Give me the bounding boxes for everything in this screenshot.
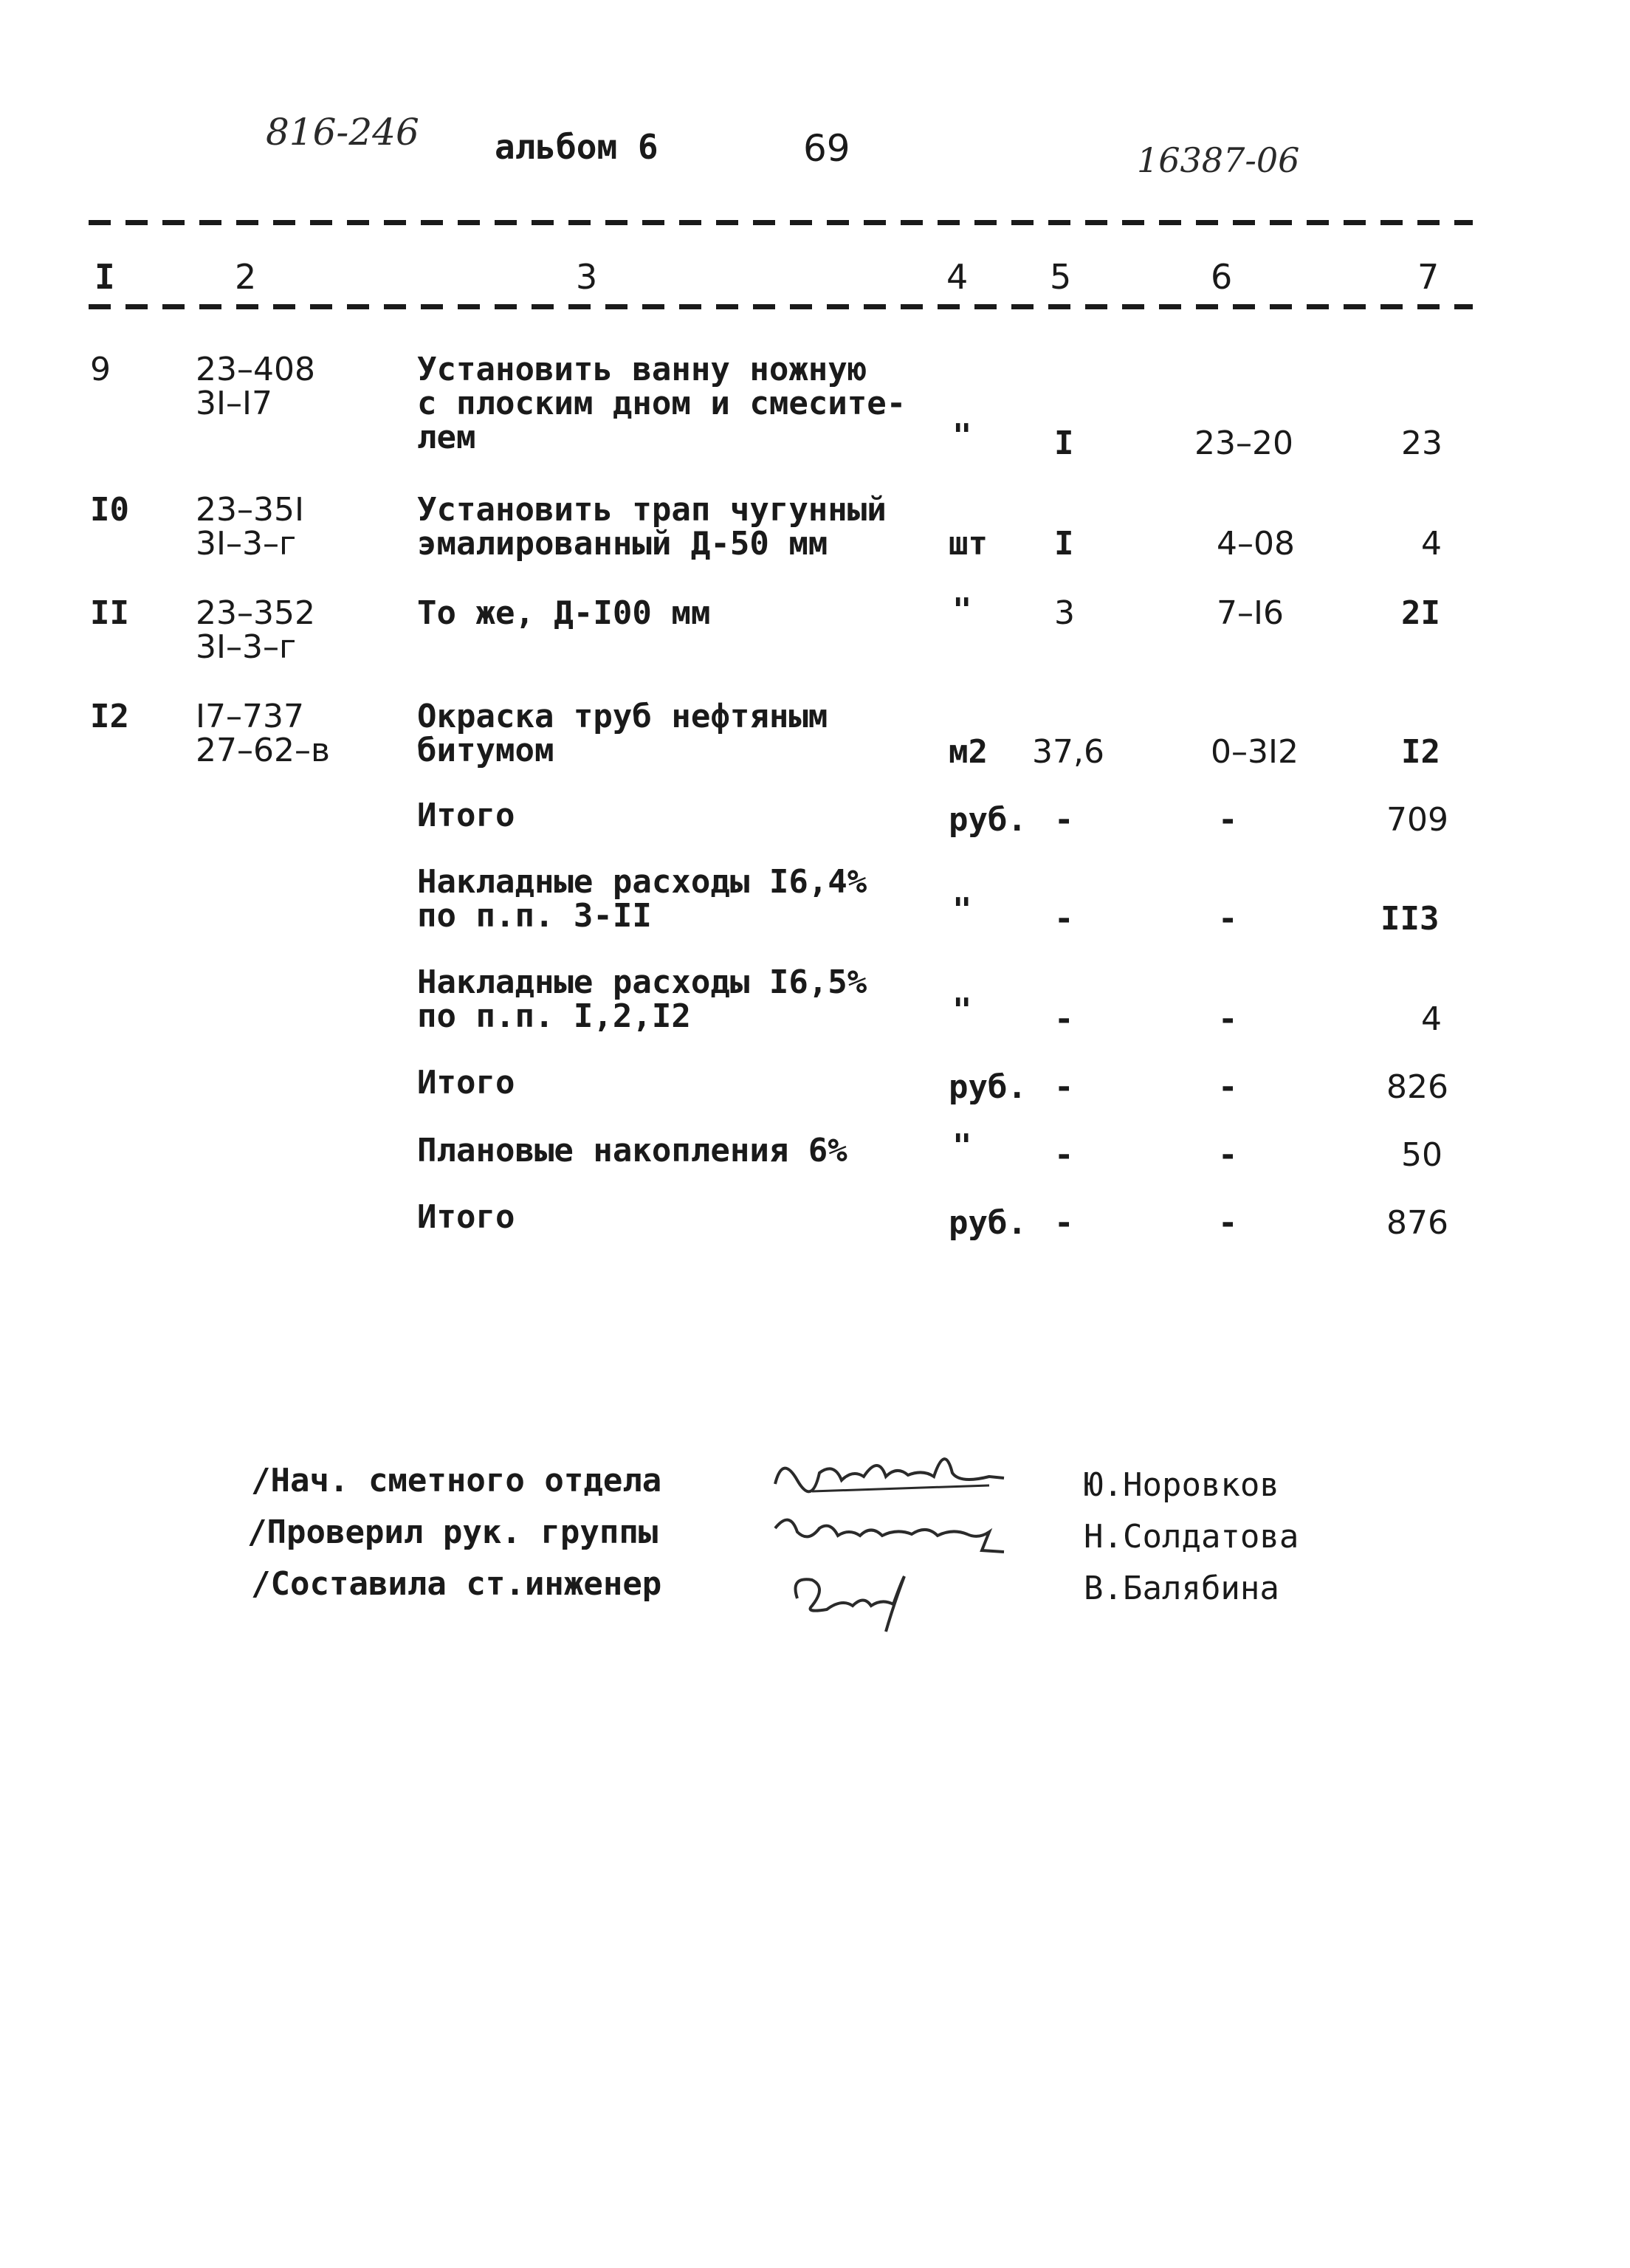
row-quantity: 3 [1054, 594, 1075, 632]
row-description: Плановые накопления 6% [417, 1132, 847, 1169]
row-price: - [1218, 1068, 1238, 1106]
column-header-2: 2 [235, 257, 257, 297]
row-price: - [1218, 1000, 1238, 1038]
signature-name: Н.Солдатова [1084, 1518, 1299, 1556]
signature-title: /Составила ст.инженер [251, 1565, 662, 1603]
row-quantity: I [1054, 425, 1074, 462]
row-total: 4 [1421, 1000, 1442, 1038]
row-code: 23–35I 3I–3–г [196, 491, 304, 563]
row-price: - [1218, 900, 1238, 938]
row-number: I0 [90, 491, 129, 529]
row-unit: " [952, 891, 972, 929]
column-header-6: 6 [1211, 257, 1233, 297]
row-total: II3 [1380, 900, 1440, 938]
column-header-4: 4 [946, 257, 969, 297]
row-total: 4 [1421, 525, 1442, 563]
row-code: 23–408 3I–I7 [196, 351, 315, 422]
row-description: Окраска труб нефтяным битумом [417, 698, 828, 769]
row-total: 23 [1401, 425, 1442, 462]
page-number: 69 [803, 127, 850, 170]
row-code: I7–737 27–62–в [196, 698, 330, 769]
row-number: II [90, 594, 129, 632]
row-quantity: - [1054, 900, 1074, 938]
row-description: То же, Д-I00 мм [417, 594, 711, 632]
row-unit: руб. [949, 1068, 1027, 1106]
row-price: 4–08 [1217, 525, 1295, 563]
row-description: Итого [417, 1198, 515, 1236]
row-description: Установить ванну ножную с плоским дном и смесите- лем [417, 351, 907, 456]
row-price: - [1218, 1136, 1238, 1174]
row-total: 876 [1386, 1204, 1448, 1242]
signature-name: Ю.Норовков [1084, 1466, 1279, 1504]
row-total: I2 [1401, 733, 1440, 771]
row-unit: " [952, 591, 972, 629]
handwritten-doc-number: 16387-06 [1137, 140, 1300, 180]
row-price: 23–20 [1194, 425, 1293, 462]
column-header-3: 3 [576, 257, 598, 297]
row-unit: руб. [949, 1204, 1027, 1242]
row-quantity: 37,6 [1032, 733, 1104, 771]
row-description: Установить трап чугунный эмалированный Д-50 мм [417, 491, 887, 563]
row-number: I2 [90, 698, 129, 735]
column-header-5: 5 [1050, 257, 1072, 297]
album-label: альбом 6 [495, 127, 658, 167]
signature-name: В.Балябина [1084, 1570, 1279, 1607]
row-unit: " [952, 417, 972, 455]
row-total: 2I [1401, 594, 1440, 632]
row-quantity: - [1054, 1136, 1074, 1174]
row-price: - [1218, 1204, 1238, 1242]
signature-title: /Проверил рук. группы [247, 1513, 658, 1551]
handwritten-signature [768, 1440, 1011, 1506]
row-unit: шт [949, 525, 988, 563]
row-unit: " [952, 1127, 972, 1165]
signature-title: /Нач. сметного отдела [251, 1462, 662, 1499]
handwritten-code: 816-246 [266, 111, 419, 154]
column-header-1: I [94, 257, 115, 297]
row-total: 709 [1386, 801, 1448, 839]
row-quantity: - [1054, 1000, 1074, 1038]
header-bottom-rule [89, 304, 1473, 309]
row-unit: руб. [949, 801, 1027, 839]
row-total: 50 [1401, 1136, 1442, 1174]
row-description: Итого [417, 1064, 515, 1102]
row-description: Накладные расходы I6,4% по п.п. 3-II [417, 863, 867, 935]
row-description: Накладные расходы I6,5% по п.п. I,2,I2 [417, 963, 867, 1035]
row-quantity: - [1054, 1068, 1074, 1106]
header-top-rule [89, 220, 1473, 225]
row-price: 7–I6 [1217, 594, 1284, 632]
row-price: 0–3I2 [1211, 733, 1299, 771]
row-total: 826 [1386, 1068, 1448, 1106]
row-unit: м2 [949, 733, 988, 771]
row-unit: " [952, 992, 972, 1029]
row-quantity: I [1054, 525, 1074, 563]
row-number: 9 [90, 351, 111, 388]
row-description: Итого [417, 797, 515, 834]
handwritten-signature [783, 1554, 930, 1635]
row-quantity: - [1054, 801, 1074, 839]
row-quantity: - [1054, 1204, 1074, 1242]
row-code: 23–352 3I–3–г [196, 594, 315, 666]
row-price: - [1218, 801, 1238, 839]
column-header-7: 7 [1417, 257, 1440, 297]
